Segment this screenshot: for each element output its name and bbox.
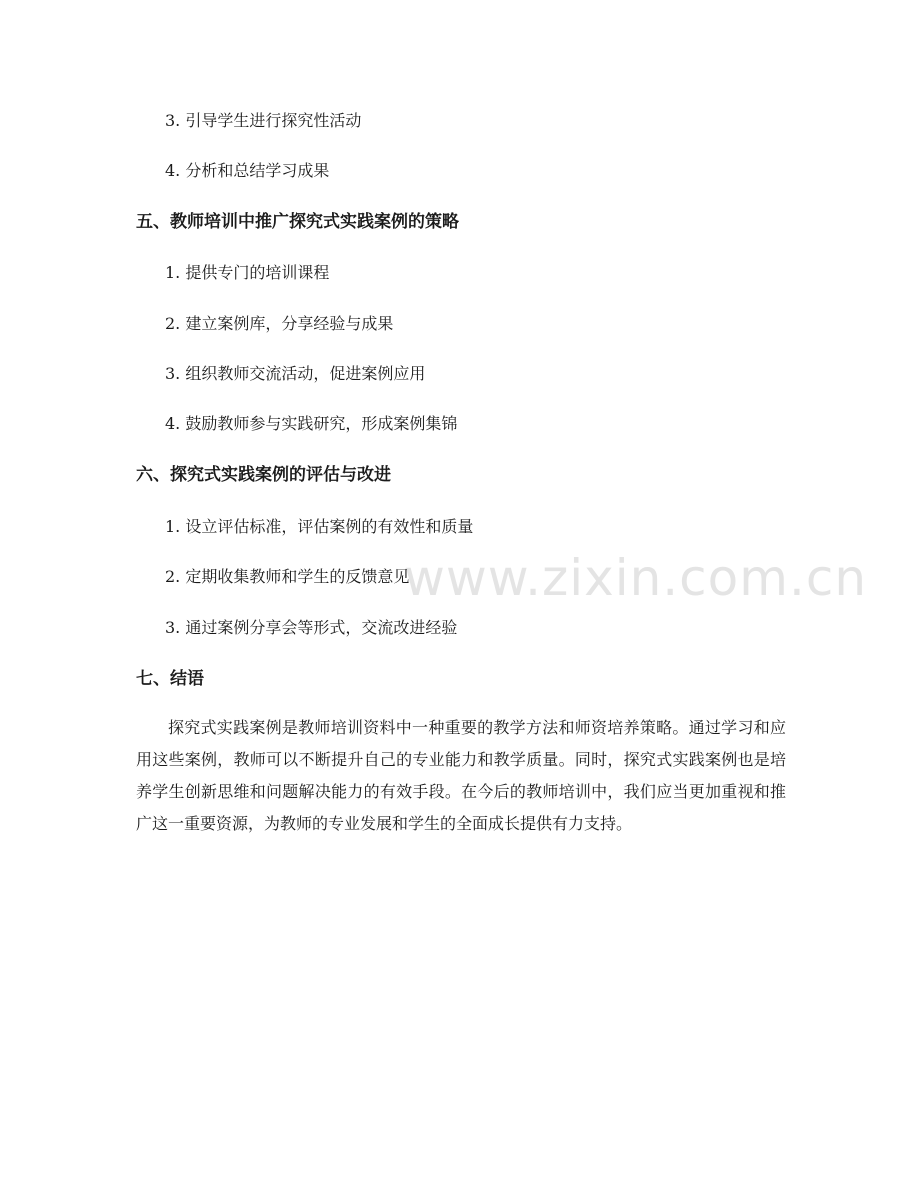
list-item: 1. 提供专门的培训课程 — [165, 263, 330, 282]
conclusion-paragraph: 探究式实践案例是教师培训资料中一种重要的教学方法和师资培养策略。通过学习和应用这些案例，教师可以不断提升自己的专业能力和教学质量。同时，探究式实践案例也是培养学生创新思维和问题解决能力的有效手段。在今后的教师培训中，我们应当更加重视和推广这一重要资源，为教师的专业发展和学生的全面成长提供有力支持。 — [136, 718, 786, 833]
list-item: 2. 建立案例库，分享经验与成果 — [165, 314, 394, 333]
watermark: www.zixin.com.cn — [404, 549, 868, 607]
list-item: 2. 定期收集教师和学生的反馈意见 — [165, 567, 410, 586]
list-item: 1. 设立评估标准，评估案例的有效性和质量 — [165, 517, 474, 536]
list-item: 4. 分析和总结学习成果 — [165, 161, 330, 180]
list-item: 3. 通过案例分享会等形式，交流改进经验 — [165, 618, 458, 637]
list-item: 3. 引导学生进行探究性活动 — [165, 111, 362, 130]
list-item: 3. 组织教师交流活动，促进案例应用 — [165, 364, 426, 383]
section-heading: 七、结语 — [136, 669, 204, 689]
section-heading: 六、探究式实践案例的评估与改进 — [136, 465, 391, 485]
section-heading: 五、教师培训中推广探究式实践案例的策略 — [136, 212, 459, 232]
list-item: 4. 鼓励教师参与实践研究，形成案例集锦 — [165, 414, 458, 433]
